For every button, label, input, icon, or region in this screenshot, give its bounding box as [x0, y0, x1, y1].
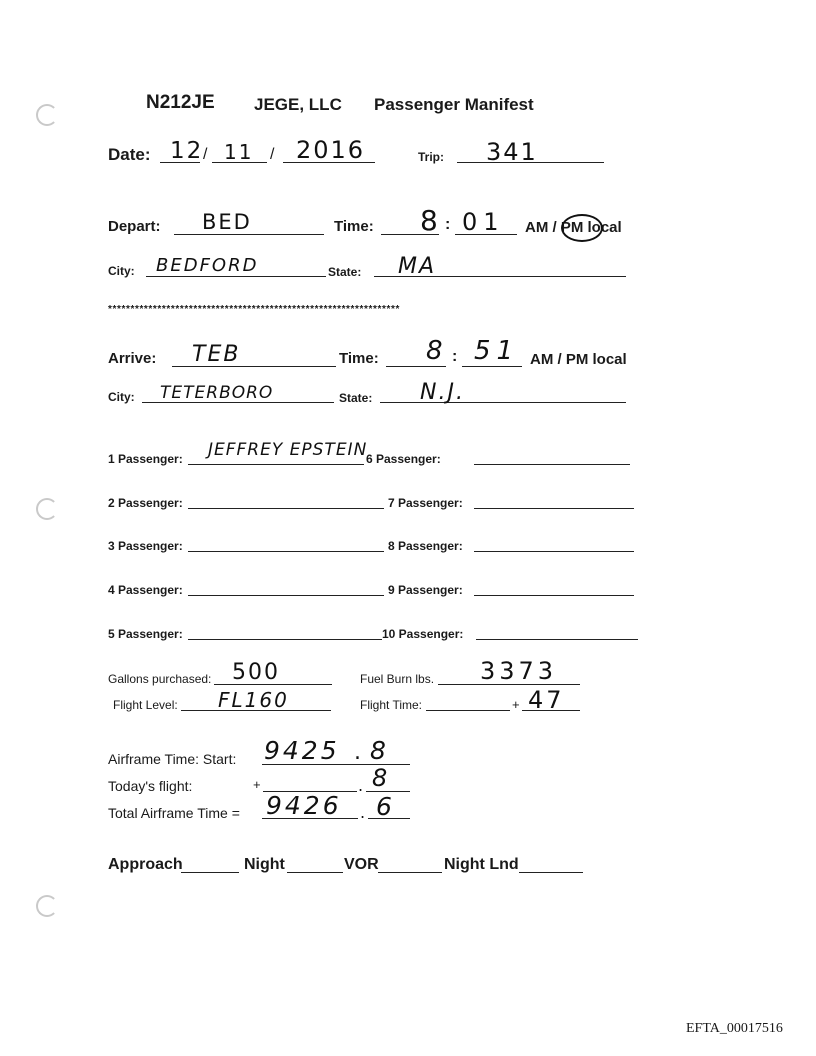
vor-line: [378, 872, 442, 873]
passenger-10-label: 10 Passenger:: [382, 627, 464, 641]
passenger-5-line: [188, 639, 382, 640]
arrive-ampm-local: AM / PM local: [530, 351, 627, 368]
passenger-9-line: [474, 595, 634, 596]
total-airframe-tenth: 6: [376, 792, 394, 821]
flight-time-plus: +: [512, 697, 520, 712]
arrive-minute: 51: [474, 336, 520, 366]
total-airframe-whole: 9426: [266, 791, 342, 820]
depart-airport: BED: [202, 210, 252, 234]
passenger-5-label: 5 Passenger:: [108, 627, 183, 641]
night-label: Night: [244, 856, 285, 873]
company-name: JEGE, LLC: [254, 95, 342, 114]
trip-label: Trip:: [418, 150, 444, 164]
arrive-label: Arrive:: [108, 350, 157, 367]
airframe-start-tenth: 8: [370, 736, 388, 765]
arrive-time-colon: :: [452, 348, 458, 365]
depart-hour: 8: [420, 204, 440, 237]
date-label: Date:: [108, 145, 151, 164]
night-landing-label: Night Lnd: [444, 856, 519, 873]
depart-city-label: City:: [108, 264, 135, 278]
flight-level-label: Flight Level:: [113, 698, 178, 712]
gallons-value: 500: [232, 660, 280, 685]
airframe-start-dot: .: [354, 740, 363, 765]
total-airframe-dot: .: [360, 803, 368, 822]
date-month: 12: [170, 138, 204, 164]
passenger-8-label: 8 Passenger:: [388, 539, 463, 553]
night-line: [287, 872, 343, 873]
gallons-label: Gallons purchased:: [108, 672, 212, 686]
arrive-minute-line: [462, 366, 522, 367]
arrive-state: N.J.: [420, 380, 465, 405]
passenger-7-line: [474, 508, 634, 509]
todays-flight-tenth: 8: [372, 764, 390, 792]
depart-time-label: Time:: [334, 218, 374, 235]
arrive-state-line: [380, 402, 626, 403]
passenger-2-label: 2 Passenger:: [108, 496, 183, 510]
flight-time-value: 47: [528, 686, 565, 714]
todays-flight-plus: +: [253, 777, 261, 792]
date-day: 11: [224, 140, 254, 164]
document-id: EFTA_00017516: [686, 1021, 783, 1036]
tail-number: N212JE: [146, 92, 215, 113]
arrive-time-label: Time:: [339, 350, 379, 367]
depart-ampm-local: AM / PM local: [525, 219, 622, 236]
pm-circle-mark: [561, 214, 603, 242]
arrive-state-label: State:: [339, 391, 373, 405]
depart-city-line: [146, 276, 326, 277]
arrive-hour: 8: [426, 336, 445, 366]
depart-state: MA: [398, 254, 437, 279]
passenger-6-label: 6 Passenger:: [366, 452, 441, 466]
binder-hole-bottom: [36, 895, 58, 917]
flight-level-value: FL160: [218, 688, 289, 712]
passenger-1-line: [188, 464, 364, 465]
passenger-6-line: [474, 464, 630, 465]
depart-line: [174, 234, 324, 235]
passenger-1-label: 1 Passenger:: [108, 452, 183, 466]
arrive-airport: TEB: [192, 342, 241, 367]
trip-number: 341: [486, 138, 538, 166]
binder-hole-top: [36, 104, 58, 126]
approach-line: [181, 872, 239, 873]
passenger-10-line: [476, 639, 638, 640]
fuel-burn-value: 3373: [480, 657, 558, 685]
date-separator-2: /: [270, 146, 275, 163]
arrive-hour-line: [386, 366, 446, 367]
arrive-city-label: City:: [108, 390, 135, 404]
date-separator-1: /: [203, 146, 208, 163]
asterisk-separator: *****************************************************************: [108, 304, 400, 315]
vor-label: VOR: [344, 856, 379, 873]
passenger-1-name: JEFFREY EPSTEIN: [208, 440, 368, 460]
depart-time-colon: :: [445, 216, 451, 233]
passenger-7-label: 7 Passenger:: [388, 496, 463, 510]
todays-flight-label: Today's flight:: [108, 778, 193, 794]
passenger-8-line: [474, 551, 634, 552]
flight-time-hours-line: [426, 710, 510, 711]
total-airframe-label: Total Airframe Time =: [108, 805, 240, 821]
night-landing-line: [519, 872, 583, 873]
passenger-2-line: [188, 508, 384, 509]
depart-minute: 01: [462, 208, 505, 236]
binder-hole-middle: [36, 498, 58, 520]
todays-flight-dot: .: [358, 776, 366, 795]
passenger-3-line: [188, 551, 384, 552]
fuel-burn-label: Fuel Burn lbs.: [360, 672, 435, 686]
passenger-3-label: 3 Passenger:: [108, 539, 183, 553]
depart-state-label: State:: [328, 265, 362, 279]
form-title: Passenger Manifest: [374, 95, 534, 114]
passenger-4-line: [188, 595, 384, 596]
flight-time-label: Flight Time:: [360, 698, 423, 712]
depart-city: BEDFORD: [156, 255, 259, 276]
airframe-start-whole: 9425: [264, 736, 340, 765]
approach-label: Approach: [108, 856, 183, 873]
passenger-9-label: 9 Passenger:: [388, 583, 463, 597]
depart-label: Depart:: [108, 218, 161, 235]
arrive-city: TETERBORO: [160, 383, 274, 403]
passenger-4-label: 4 Passenger:: [108, 583, 183, 597]
airframe-start-label: Airframe Time: Start:: [108, 751, 237, 767]
date-year: 2016: [296, 136, 366, 164]
